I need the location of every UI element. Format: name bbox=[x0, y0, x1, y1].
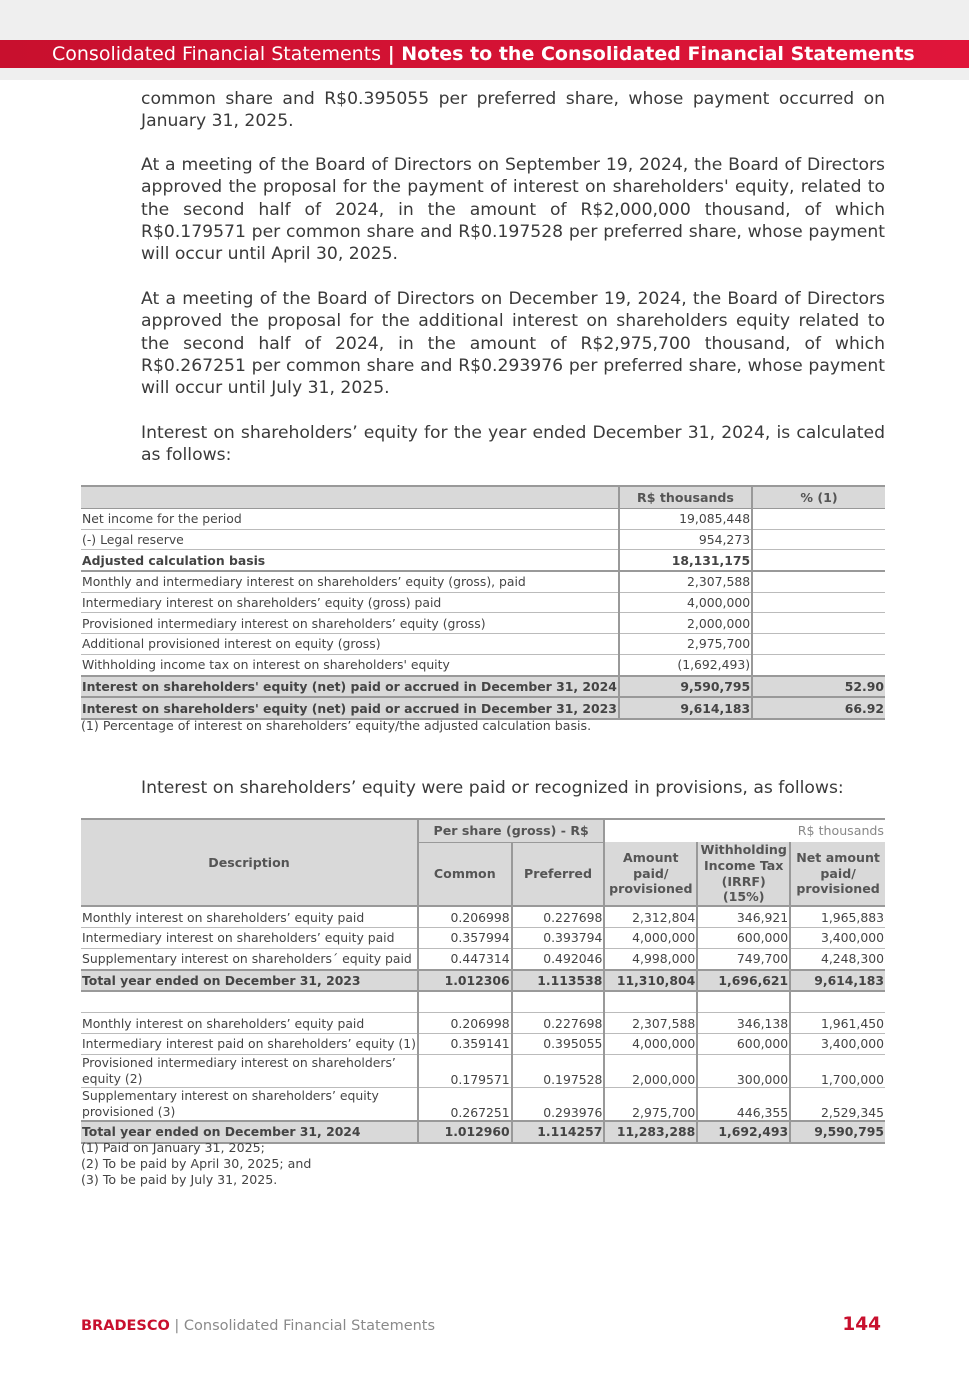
row-label: Provisioned intermediary interest on shareholders’ equity (gross) bbox=[81, 613, 619, 634]
row-irrf: 300,000 bbox=[697, 1054, 790, 1087]
row-common: 0.267251 bbox=[418, 1087, 512, 1121]
row-preferred: 0.197528 bbox=[512, 1054, 605, 1087]
row-value: 19,085,448 bbox=[619, 509, 752, 530]
row-description: Total year ended on December 31, 2024 bbox=[81, 1121, 418, 1143]
table-row-total-2023 bbox=[81, 970, 885, 992]
row-common: 0.179571 bbox=[418, 1054, 512, 1087]
table-row bbox=[81, 1033, 885, 1054]
row-net: 3,400,000 bbox=[790, 927, 885, 948]
row-value: 4,000,000 bbox=[619, 592, 752, 613]
row-common: 0.357994 bbox=[418, 927, 512, 948]
row-percent bbox=[752, 529, 885, 550]
header-common: Common bbox=[418, 842, 512, 906]
table2-footnote-3: (3) To be paid by July 31, 2025. bbox=[81, 1172, 278, 1187]
row-percent bbox=[752, 550, 885, 571]
row-percent bbox=[752, 509, 885, 530]
footer-separator: | bbox=[169, 1318, 184, 1334]
row-percent bbox=[752, 634, 885, 655]
table2-footnote-1: (1) Paid on January 31, 2025; bbox=[81, 1140, 265, 1155]
table-header-row bbox=[81, 819, 885, 842]
table-row bbox=[81, 529, 885, 550]
row-net: 1,700,000 bbox=[790, 1054, 885, 1087]
row-label: Adjusted calculation basis bbox=[81, 550, 619, 571]
row-irrf: 1,692,493 bbox=[697, 1121, 790, 1143]
row-preferred: 0.293976 bbox=[512, 1087, 605, 1121]
row-preferred: 0.492046 bbox=[512, 948, 605, 969]
footer-brand: BRADESCO bbox=[81, 1318, 170, 1334]
table-row-total-2023 bbox=[81, 697, 885, 719]
row-description: Monthly interest on shareholders’ equity paid bbox=[81, 906, 418, 927]
row-amount: 2,000,000 bbox=[604, 1054, 697, 1087]
row-description: Supplementary interest on shareholders´ equity paid bbox=[81, 948, 418, 969]
table-spacer-row bbox=[81, 991, 885, 1012]
header-percent: % (1) bbox=[752, 486, 885, 509]
row-net: 2,529,345 bbox=[790, 1087, 885, 1121]
row-amount: 4,000,000 bbox=[604, 927, 697, 948]
paragraph-payments-intro: Interest on shareholders’ equity were paid or recognized in provisions, as follows: bbox=[141, 778, 844, 798]
paragraph-calculation-intro: Interest on shareholders’ equity for the year ended December 31, 2024, is calculated as follows: bbox=[141, 423, 885, 466]
row-value: 18,131,175 bbox=[619, 550, 752, 571]
table2-footnote-2: (2) To be paid by April 30, 2025; and bbox=[81, 1156, 312, 1171]
row-description: Monthly interest on shareholders’ equity paid bbox=[81, 1013, 418, 1034]
paragraph-continuation: common share and R$0.395055 per preferred share, whose payment occurred on January 31, 2025. bbox=[141, 89, 885, 132]
row-percent: 52.90 bbox=[752, 676, 885, 698]
row-label: Interest on shareholders' equity (net) paid or accrued in December 31, 2023 bbox=[81, 697, 619, 719]
row-net: 9,614,183 bbox=[790, 970, 885, 992]
paragraph-december-meeting: At a meeting of the Board of Directors on December 19, 2024, the Board of Directors approved the proposal for the additional interest on shareholders equity related to the second half of 2024, in the amount of R$2,975,700 thousand, of which R$0.267251 per common share and R$0.293976 per preferred share, whose payment will occur until July 31, 2025. bbox=[141, 289, 885, 399]
row-value: 2,307,588 bbox=[619, 571, 752, 592]
header-withholding-tax: Withholding Income Tax (IRRF) (15%) bbox=[697, 842, 790, 906]
row-amount: 2,307,588 bbox=[604, 1013, 697, 1034]
header-amount-paid: Amount paid/ provisioned bbox=[604, 842, 697, 906]
row-percent bbox=[752, 613, 885, 634]
row-description: Intermediary interest paid on shareholders’ equity (1) bbox=[81, 1033, 418, 1054]
row-amount: 11,310,804 bbox=[604, 970, 697, 992]
table1-footnote: (1) Percentage of interest on shareholders’ equity/the adjusted calculation basis. bbox=[81, 718, 592, 733]
row-value: 954,273 bbox=[619, 529, 752, 550]
table-row-total-2024 bbox=[81, 676, 885, 698]
row-label: Intermediary interest on shareholders’ equity (gross) paid bbox=[81, 592, 619, 613]
row-description: Supplementary interest on shareholders’ equity provisioned (3) bbox=[81, 1087, 418, 1121]
table-row bbox=[81, 634, 885, 655]
header-per-share: Per share (gross) - R$ bbox=[418, 819, 604, 842]
row-preferred: 0.227698 bbox=[512, 906, 605, 927]
footer bbox=[81, 1318, 435, 1334]
header-title: Notes to the Consolidated Financial Statements bbox=[401, 43, 915, 65]
row-preferred: 1.113538 bbox=[512, 970, 605, 992]
row-percent: 66.92 bbox=[752, 697, 885, 719]
footer-doc-title: Consolidated Financial Statements bbox=[183, 1318, 436, 1334]
header-blank bbox=[81, 486, 619, 509]
row-irrf: 346,138 bbox=[697, 1013, 790, 1034]
row-value: 9,614,183 bbox=[619, 697, 752, 719]
row-amount: 2,312,804 bbox=[604, 906, 697, 927]
row-percent bbox=[752, 571, 885, 592]
row-irrf: 346,921 bbox=[697, 906, 790, 927]
row-description: Provisioned intermediary interest on shareholders’ equity (2) bbox=[81, 1054, 418, 1087]
table-row bbox=[81, 550, 885, 571]
header-bar bbox=[0, 40, 969, 68]
row-common: 1.012960 bbox=[418, 1121, 512, 1143]
row-label: (-) Legal reserve bbox=[81, 529, 619, 550]
row-common: 1.012306 bbox=[418, 970, 512, 992]
row-net: 1,965,883 bbox=[790, 906, 885, 927]
interest-calculation-table bbox=[81, 485, 885, 720]
row-percent bbox=[752, 592, 885, 613]
header-rs-thousands: R$ thousands bbox=[619, 486, 752, 509]
row-common: 0.206998 bbox=[418, 906, 512, 927]
header-section: Consolidated Financial Statements bbox=[52, 43, 382, 65]
row-amount: 2,975,700 bbox=[604, 1087, 697, 1121]
row-preferred: 0.393794 bbox=[512, 927, 605, 948]
row-label: Interest on shareholders' equity (net) paid or accrued in December 31, 2024 bbox=[81, 676, 619, 698]
row-description: Intermediary interest on shareholders’ equity paid bbox=[81, 927, 418, 948]
row-amount: 11,283,288 bbox=[604, 1121, 697, 1143]
row-value: 9,590,795 bbox=[619, 676, 752, 698]
row-preferred: 1.114257 bbox=[512, 1121, 605, 1143]
header-description: Description bbox=[81, 819, 418, 906]
table-row bbox=[81, 906, 885, 927]
row-common: 0.206998 bbox=[418, 1013, 512, 1034]
table-row bbox=[81, 592, 885, 613]
table-row bbox=[81, 509, 885, 530]
row-value: 2,000,000 bbox=[619, 613, 752, 634]
table-row bbox=[81, 948, 885, 969]
row-common: 0.359141 bbox=[418, 1033, 512, 1054]
table-header-row bbox=[81, 486, 885, 509]
interest-payments-table bbox=[81, 818, 885, 1144]
row-net: 9,590,795 bbox=[790, 1121, 885, 1143]
row-amount: 4,000,000 bbox=[604, 1033, 697, 1054]
table-row bbox=[81, 571, 885, 592]
row-preferred: 0.395055 bbox=[512, 1033, 605, 1054]
table-row bbox=[81, 654, 885, 675]
row-label: Additional provisioned interest on equity (gross) bbox=[81, 634, 619, 655]
row-irrf: 1,696,621 bbox=[697, 970, 790, 992]
row-label: Net income for the period bbox=[81, 509, 619, 530]
row-irrf: 749,700 bbox=[697, 948, 790, 969]
row-description: Total year ended on December 31, 2023 bbox=[81, 970, 418, 992]
row-irrf: 600,000 bbox=[697, 1033, 790, 1054]
row-irrf: 446,355 bbox=[697, 1087, 790, 1121]
row-value: 2,975,700 bbox=[619, 634, 752, 655]
header-separator: | bbox=[381, 43, 402, 65]
table-row bbox=[81, 927, 885, 948]
header-preferred: Preferred bbox=[512, 842, 605, 906]
row-net: 4,248,300 bbox=[790, 948, 885, 969]
row-irrf: 600,000 bbox=[697, 927, 790, 948]
row-value: (1,692,493) bbox=[619, 654, 752, 675]
paragraph-september-meeting: At a meeting of the Board of Directors on September 19, 2024, the Board of Directors approved the proposal for the payment of interest on shareholders' equity, related to the second half of 2024, in the amount of R$2,000,000 thousand, of which R$0.179571 per common share and R$0.197528 per preferred share, whose payment will occur until April 30, 2025. bbox=[141, 155, 885, 265]
row-label: Monthly and intermediary interest on shareholders’ equity (gross), paid bbox=[81, 571, 619, 592]
header-net-amount: Net amount paid/ provisioned bbox=[790, 842, 885, 906]
row-preferred: 0.227698 bbox=[512, 1013, 605, 1034]
page-number: 144 bbox=[842, 1314, 881, 1335]
row-percent bbox=[752, 654, 885, 675]
table-row bbox=[81, 1054, 885, 1087]
table-row bbox=[81, 1013, 885, 1034]
row-net: 3,400,000 bbox=[790, 1033, 885, 1054]
table-row bbox=[81, 1087, 885, 1121]
row-common: 0.447314 bbox=[418, 948, 512, 969]
row-net: 1,961,450 bbox=[790, 1013, 885, 1034]
row-amount: 4,998,000 bbox=[604, 948, 697, 969]
table-row bbox=[81, 613, 885, 634]
header-unit: R$ thousands bbox=[604, 819, 885, 842]
row-label: Withholding income tax on interest on shareholders' equity bbox=[81, 654, 619, 675]
